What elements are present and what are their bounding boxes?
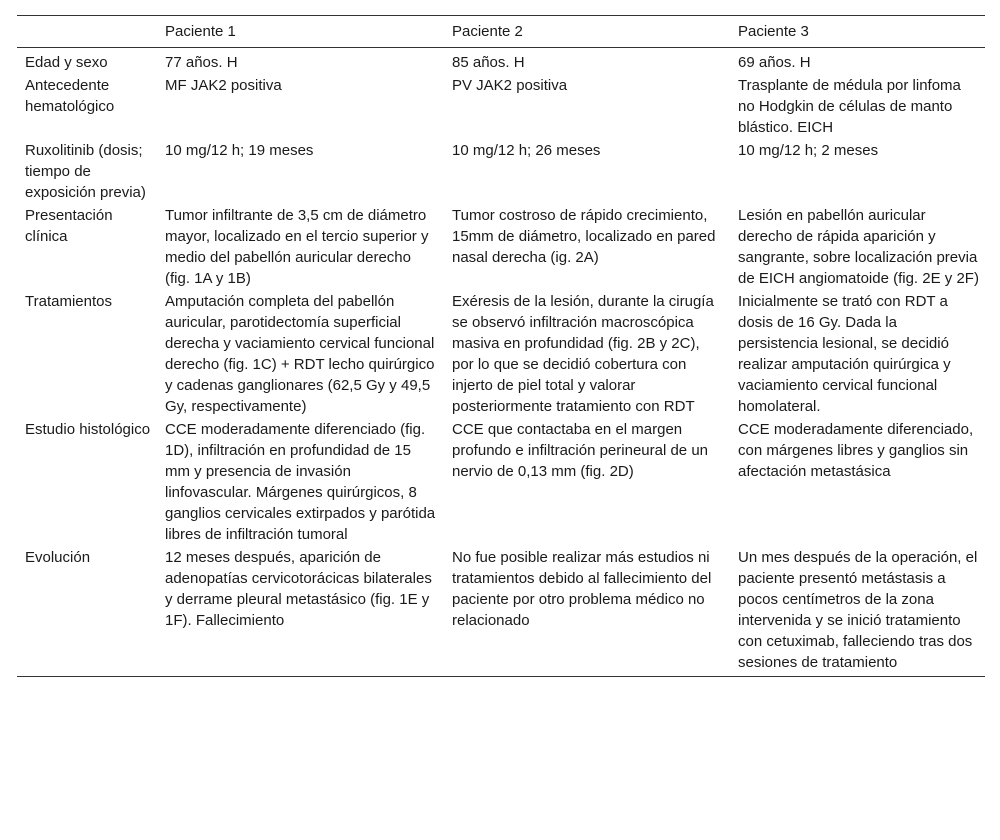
table-cell: 69 años. H [738,54,811,71]
row-label: Estudio histológico [25,421,151,438]
clinical-cases-table-container [17,15,985,677]
table-cell: Exéresis de la lesión, durante la cirugía se observó infiltración macroscópica masiva en profundidad (fig. 2B y 2C), por lo que se decidió cobertura con injerto de piel total y valorar posteriormente tratamiento con RDT [452,293,714,415]
row-label: Ruxolitinib (dosis; tiempo de exposición previa) [25,142,146,201]
table-cell: CCE moderadamente diferenciado (fig. 1D), infiltración en profundidad de 15 mm y presencia de invasión linfovascular. Márgenes quirúrgicos, 8 ganglios cervicales extirpados y parótida libres de infiltración tumoral [165,421,436,543]
table-cell: Trasplante de médula por linfoma no Hodgkin de células de manto blástico. EICH [738,77,961,136]
table-cell: No fue posible realizar más estudios ni tratamientos debido al fallecimiento del paciente por otro problema médico no relacionado [452,549,712,629]
table-body [17,48,985,677]
table-cell: CCE que contactaba en el margen profundo e infiltración perineural de un nervio de 0,13 mm (fig. 2D) [452,421,709,480]
table-row [17,73,985,138]
table-header [17,16,985,48]
clinical-cases-table [17,15,985,677]
row-label: Edad y sexo [25,54,108,71]
header-cell-patient-3: Paciente 3 [738,23,809,40]
table-cell: 10 mg/12 h; 19 meses [165,142,314,159]
header-cell-patient-2: Paciente 2 [452,23,523,40]
table-cell: 10 mg/12 h; 26 meses [452,142,601,159]
row-label: Tratamientos [25,293,112,310]
table-cell: Lesión en pabellón auricular derecho de rápida aparición y sangrante, sobre localización previa de EICH angiomatoide (fig. 2E y 2F) [738,207,979,287]
table-cell: Inicialmente se trató con RDT a dosis de 16 Gy. Dada la persistencia lesional, se decidió realizar amputación quirúrgica y vaciamiento cervical funcional homolateral. [738,293,951,415]
table-cell: 12 meses después, aparición de adenopatías cervicotorácicas bilaterales y derrame pleural metastásico (fig. 1E y 1F). Fallecimiento [165,549,432,629]
table-cell: MF JAK2 positiva [165,77,282,94]
table-cell: Tumor infiltrante de 3,5 cm de diámetro mayor, localizado en el tercio superior y medio del pabellón auricular derecho (fig. 1A y 1B) [165,207,429,287]
table-cell: 85 años. H [452,54,525,71]
table-cell: Un mes después de la operación, el paciente presentó metástasis a pocos centímetros de la zona intervenida y se inició tratamiento con cetuximab, falleciendo tras dos sesiones de tratamiento [738,549,978,671]
table-row [17,289,985,417]
table-cell: 10 mg/12 h; 2 meses [738,142,879,159]
table-cell: 77 años. H [165,54,238,71]
table-row [17,417,985,545]
table-cell: Amputación completa del pabellón auricular, parotidectomía superficial derecha y vaciamiento cervical funcional derecho (fig. 1C) + RDT lecho quirúrgico y cadenas ganglionares (62,5 Gy y 49,5 Gy, respectivamente) [165,293,435,415]
table-cell: CCE moderadamente diferenciado, con márgenes libres y ganglios sin afectación metastásica [738,421,974,480]
row-label: Evolución [25,549,91,566]
table-row [17,545,985,677]
table-row [17,48,985,74]
header-cell-empty [17,16,157,48]
row-label: Antecedente hematológico [25,77,115,115]
header-row [17,16,985,48]
table-row [17,203,985,289]
table-row [17,138,985,203]
table-cell: Tumor costroso de rápido crecimiento, 15mm de diámetro, localizado en pared nasal derecha (ig. 2A) [452,207,716,266]
header-cell-patient-1: Paciente 1 [165,23,236,40]
row-label: Presentación clínica [25,207,113,245]
table-cell: PV JAK2 positiva [452,77,568,94]
